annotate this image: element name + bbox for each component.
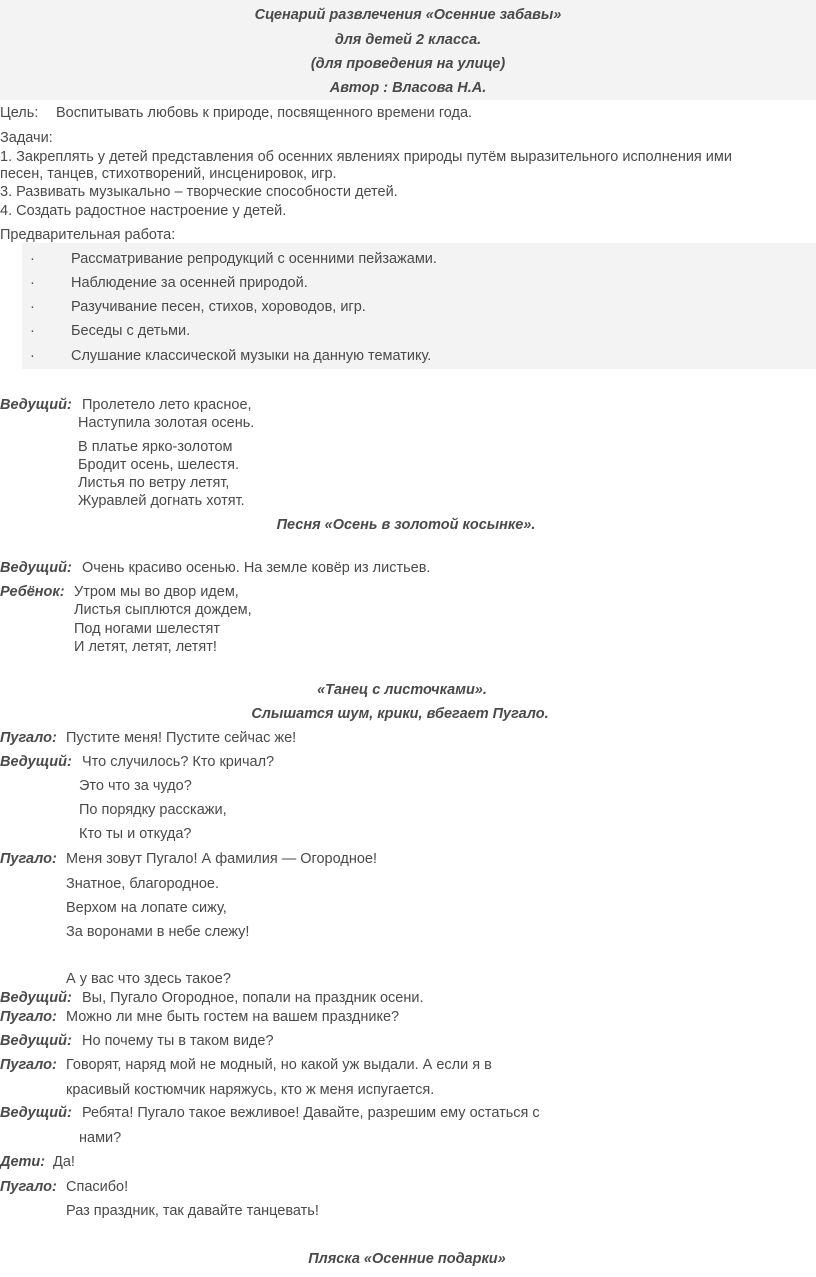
- dance-title: «Танец с листочками».: [317, 682, 487, 698]
- script-line: Утром мы во двор идем,: [74, 584, 239, 600]
- bullet-icon: ·: [30, 275, 35, 291]
- prep-item: Рассматривание репродукций с осенними пейзажами.: [71, 251, 437, 267]
- speaker-kids: Дети:: [0, 1154, 46, 1170]
- speaker-host: Ведущий:: [0, 754, 72, 770]
- script-line: Раз праздник, так давайте танцевать!: [66, 1203, 319, 1219]
- speaker-host: Ведущий:: [0, 1033, 72, 1049]
- speaker-host: Ведущий:: [0, 990, 72, 1006]
- script-line: Говорят, наряд мой не модный, но какой уж выдали. А если я в: [66, 1057, 492, 1073]
- stage-direction: Слышатся шум, крики, вбегает Пугало.: [251, 706, 549, 722]
- script-line: Меня зовут Пугало! А фамилия — Огородное!: [66, 851, 377, 867]
- script-line: В платье ярко-золотом: [78, 439, 233, 455]
- script-line: Знатное, благородное.: [66, 876, 219, 892]
- bullet-icon: ·: [30, 348, 35, 364]
- script-line: А у вас что здесь такое?: [66, 971, 231, 987]
- script-line: Очень красиво осенью. На земле ковёр из листьев.: [82, 560, 431, 576]
- script-line: Журавлей догнать хотят.: [78, 493, 245, 509]
- script-line: Что случилось? Кто кричал?: [82, 754, 275, 770]
- prep-item: Беседы с детьми.: [71, 323, 191, 339]
- task-3: 3. Развивать музыкально – творческие способности детей.: [0, 184, 398, 200]
- goal-label: Цель:: [0, 105, 39, 121]
- tasks-title: Задачи:: [0, 130, 53, 146]
- script-line: Это что за чудо?: [79, 778, 192, 794]
- speaker-scarecrow: Пугало:: [0, 851, 57, 867]
- speaker-host: Ведущий:: [0, 560, 72, 576]
- script-line: Но почему ты в таком виде?: [82, 1033, 274, 1049]
- goal-text: Воспитывать любовь к природе, посвященного времени года.: [56, 105, 473, 121]
- song-title: Песня «Осень в золотой косынке».: [276, 517, 536, 533]
- script-line: Ребята! Пугало такое вежливое! Давайте, разрешим ему остаться с: [82, 1105, 540, 1121]
- script-line: Листья по ветру летят,: [78, 475, 230, 491]
- speaker-scarecrow: Пугало:: [0, 1009, 57, 1025]
- speaker-child: Ребёнок:: [0, 584, 65, 600]
- bullet-icon: ·: [30, 251, 35, 267]
- task-1-line-b: песен, танцев, стихотворений, инсценировок, игр.: [0, 166, 337, 182]
- script-line: Бродит осень, шелестя.: [78, 457, 240, 473]
- speaker-host: Ведущий:: [0, 1105, 72, 1121]
- doc-subtitle-location: (для проведения на улице): [310, 56, 506, 72]
- script-line: Спасибо!: [66, 1179, 129, 1195]
- bullet-icon: ·: [30, 323, 35, 339]
- bullet-icon: ·: [30, 299, 35, 315]
- script-line: Листья сыплются дождем,: [74, 602, 252, 618]
- script-line: Вы, Пугало Огородное, попали на праздник осени.: [82, 990, 424, 1006]
- script-line: Верхом на лопате сижу,: [66, 900, 227, 916]
- speaker-scarecrow: Пугало:: [0, 1057, 57, 1073]
- prep-item: Наблюдение за осенней природой.: [71, 275, 308, 291]
- script-line: И летят, летят, летят!: [74, 639, 217, 655]
- script-line: красивый костюмчик наряжусь, кто ж меня испугается.: [66, 1082, 435, 1098]
- script-line: нами?: [79, 1130, 122, 1146]
- speaker-scarecrow: Пугало:: [0, 1179, 57, 1195]
- doc-title: Сценарий развлечения «Осенние забавы»: [254, 7, 562, 23]
- prep-item: Слушание классической музыки на данную тематику.: [71, 348, 432, 364]
- task-4: 4. Создать радостное настроение у детей.: [0, 203, 287, 219]
- speaker-host: Ведущий:: [0, 397, 72, 413]
- script-line: Кто ты и откуда?: [79, 826, 192, 842]
- final-dance-title: Пляска «Осенние подарки»: [308, 1251, 506, 1267]
- script-line: За воронами в небе слежу!: [66, 924, 250, 940]
- script-line: Под ногами шелестят: [74, 621, 220, 637]
- doc-author: Автор : Власова Н.А.: [329, 80, 487, 96]
- script-line: Наступила золотая осень.: [78, 415, 255, 431]
- speaker-scarecrow: Пугало:: [0, 730, 57, 746]
- script-line: Пустите меня! Пустите сейчас же!: [66, 730, 297, 746]
- script-line: Да!: [53, 1154, 75, 1170]
- doc-subtitle-class: для детей 2 класса.: [334, 32, 482, 48]
- prep-title: Предварительная работа:: [0, 227, 176, 243]
- script-line: Можно ли мне быть гостем на вашем празднике?: [66, 1009, 400, 1025]
- script-line: Пролетело лето красное,: [82, 397, 252, 413]
- task-1-line-a: 1. Закреплять у детей представления об осенних явлениях природы путём выразительного исполнения ими: [0, 149, 732, 165]
- prep-item: Разучивание песен, стихов, хороводов, игр.: [71, 299, 366, 315]
- script-line: По порядку расскажи,: [79, 802, 227, 818]
